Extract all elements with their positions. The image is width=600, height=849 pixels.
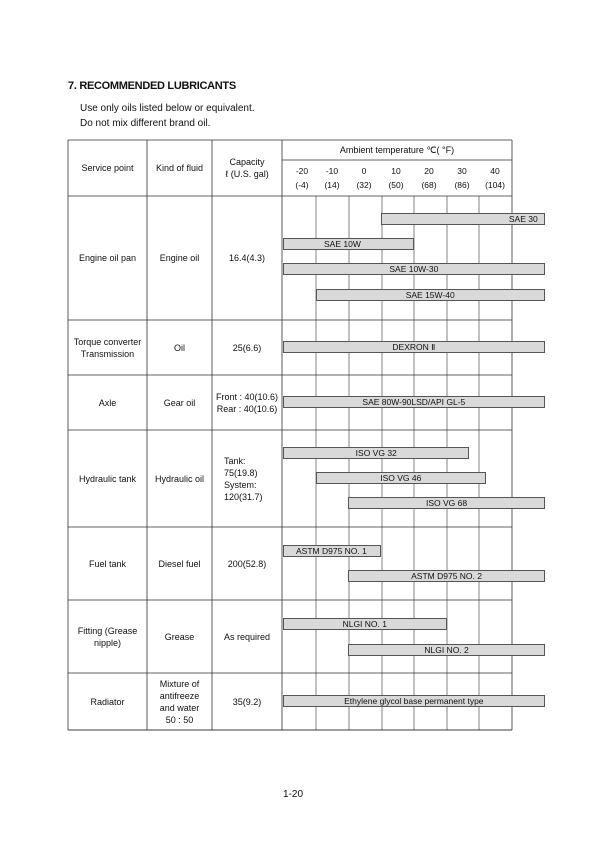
service-point-cell: Engine oil pan	[78, 253, 137, 263]
capacity-cell: 200(52.8)	[227, 558, 267, 569]
fluid-cell: Mixture of antifreeze and water 50 : 50	[159, 678, 200, 725]
capacity-cell: Tank: 75(19.8) System: 120(31.7)	[224, 455, 263, 502]
section-title: 7. RECOMMENDED LUBRICANTS	[68, 80, 236, 92]
page-number: 1-20	[283, 789, 304, 800]
intro-line-2: Do not mix different brand oil.	[80, 118, 211, 129]
service-point-cell: Fitting (Grease nipple)	[77, 625, 138, 648]
service-point-cell: Hydraulic tank	[78, 473, 137, 484]
capacity-cell: 16.4(4.3)	[228, 253, 266, 263]
temp-tick-f: (14)	[324, 180, 340, 190]
fluid-cell: Grease	[164, 631, 195, 642]
header-capacity-label: Capacity	[229, 157, 265, 167]
temperature-range-bar: SAE 30	[381, 213, 545, 225]
capacity-cell: 25(6.6)	[232, 342, 262, 353]
header-capacity-unit: ℓ (U.S. gal)	[225, 169, 269, 179]
capacity-cell: Front : 40(10.6) Rear : 40(10.6)	[215, 391, 279, 414]
temperature-range-bar: SAE 10W-30	[283, 263, 545, 275]
temp-tick-c: 40	[490, 166, 500, 176]
service-point-cell: Torque converter Transmission	[73, 336, 142, 359]
capacity-cell: As required	[223, 631, 271, 642]
temperature-range-bar: ISO VG 46	[316, 472, 486, 484]
temperature-range-bar: ASTM D975 NO. 2	[348, 570, 544, 582]
capacity-cell: 35(9.2)	[232, 696, 262, 707]
temperature-range-bar: ASTM D975 NO. 1	[283, 545, 381, 557]
temp-tick-c: 20	[424, 166, 434, 176]
temp-tick-c: 10	[391, 166, 401, 176]
temp-tick-f: (-4)	[295, 180, 309, 190]
temp-tick-c: -20	[295, 166, 309, 176]
service-point-cell: Radiator	[90, 696, 125, 707]
header-ambient-temperature: Ambient temperature ℃( °F)	[339, 145, 455, 155]
header-service-point: Service point	[81, 163, 134, 173]
temperature-range-bar: DEXRON Ⅱ	[283, 341, 545, 353]
service-point-cell: Fuel tank	[88, 558, 127, 569]
temperature-range-bar: ISO VG 68	[348, 497, 544, 509]
temperature-range-bar: ISO VG 32	[283, 447, 469, 459]
temperature-range-bar: SAE 10W	[283, 238, 414, 250]
fluid-cell: Oil	[174, 342, 185, 353]
temp-tick-c: -10	[325, 166, 339, 176]
header-kind-of-fluid: Kind of fluid	[155, 163, 204, 173]
temp-tick-f: (50)	[388, 180, 404, 190]
temp-tick-c: 0	[361, 166, 367, 176]
temperature-range-bar: Ethylene glycol base permanent type	[283, 695, 545, 707]
temp-tick-f: (68)	[421, 180, 437, 190]
temperature-range-bar: NLGI NO. 2	[348, 644, 544, 656]
temperature-range-bar: NLGI NO. 1	[283, 618, 447, 630]
temperature-range-bar: SAE 15W-40	[316, 289, 545, 301]
temp-tick-f: (104)	[485, 180, 505, 190]
fluid-cell: Gear oil	[163, 397, 196, 408]
fluid-cell: Engine oil	[159, 253, 200, 263]
service-point-cell: Axle	[98, 397, 117, 408]
temp-tick-c: 30	[457, 166, 467, 176]
fluid-cell: Diesel fuel	[158, 558, 201, 569]
temperature-range-bar: SAE 80W-90LSD/API GL-5	[283, 396, 545, 408]
temp-tick-f: (32)	[356, 180, 372, 190]
fluid-cell: Hydraulic oil	[154, 473, 205, 484]
intro-line-1: Use only oils listed below or equivalent.	[80, 103, 255, 114]
temp-tick-f: (86)	[454, 180, 470, 190]
header-capacity	[212, 140, 282, 196]
